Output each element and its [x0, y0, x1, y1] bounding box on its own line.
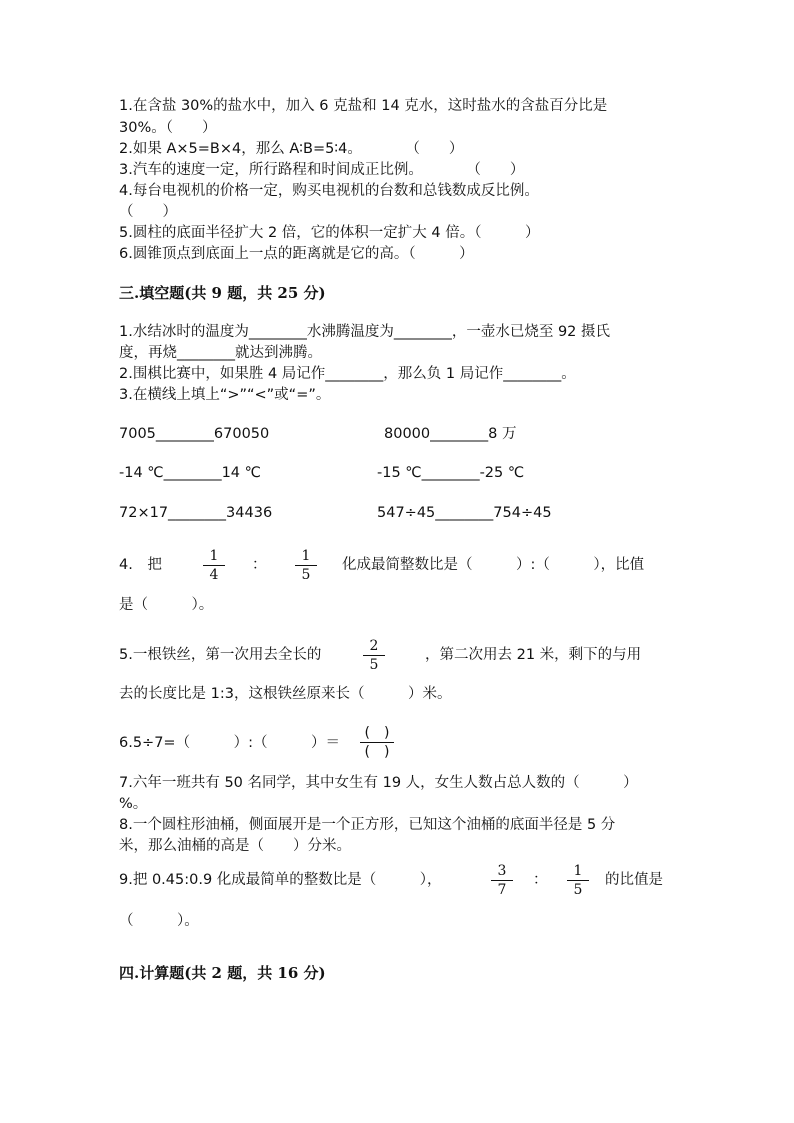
fraction-numerator: ( ): [360, 724, 394, 743]
fraction-denominator: 5: [301, 567, 311, 583]
judge-q1-line1: 1.在含盐 30%的盐水中，加入 6 克盐和 14 克水，这时盐水的含盐百分比是: [119, 98, 608, 114]
fill-q8-line2: 米，那么油桶的高是（ ）分米。: [119, 838, 351, 854]
fraction-denominator: 4: [209, 567, 219, 583]
fill-q5-fraction: [363, 637, 385, 674]
fill-q4-prefix: 4. 把: [119, 557, 162, 573]
fill-q7-line2: %。: [119, 796, 148, 812]
judge-q2: 2.如果 A×5=B×4，那么 A∶B=5∶4。 （ ）: [119, 141, 464, 157]
fraction-numerator: 3: [491, 862, 513, 881]
fill-q6: 6.5÷7=（ ）:（ ）＝: [119, 735, 340, 751]
fill-q3: 3.在横线上填上“>”“<”或“=”。: [119, 387, 331, 403]
fill-q8-line1: 8.一个圆柱形油桶，侧面展开是一个正方形，已知这个油桶的底面半径是 5 分: [119, 817, 616, 833]
fill-q1-line1: 1.水结冰时的温度为________水沸腾温度为________，一壶水已烧至 92 摄氏: [119, 324, 611, 340]
fill-q2: 2.围棋比赛中，如果胜 4 局记作________，那么负 1 局记作________。: [119, 366, 576, 382]
fill-q9-fraction-2: [567, 862, 589, 899]
judge-q4-line2: （ ）: [119, 204, 177, 220]
fill-q4-line2: 是（ ）。: [119, 597, 214, 613]
fraction-numerator: 1: [203, 547, 225, 566]
compare-4: -15 ℃________-25 ℃: [377, 465, 525, 481]
compare-3: -14 ℃________14 ℃: [119, 465, 261, 481]
fill-q9-suffix: 的比值是: [605, 872, 663, 888]
compare-6: 547÷45________754÷45: [377, 505, 552, 521]
judge-q6: 6.圆锥顶点到底面上一点的距离就是它的高。（ ）: [119, 246, 474, 262]
compare-1: 7005________670050: [119, 426, 270, 442]
fraction-numerator: 1: [567, 862, 589, 881]
compare-5: 72×17________34436: [119, 505, 273, 521]
judge-q3: 3.汽车的速度一定，所行路程和时间成正比例。 （ ）: [119, 162, 525, 178]
fraction-denominator: 5: [369, 657, 379, 673]
fill-q4-colon: ：: [252, 557, 267, 573]
fill-q7-line1: 7.六年一班共有 50 名同学，其中女生有 19 人，女生人数占总人数的（ ）: [119, 775, 638, 791]
judge-q4-line1: 4.每台电视机的价格一定，购买电视机的台数和总钱数成反比例。: [119, 183, 539, 199]
fill-q1-line2: 度，再烧________就达到沸腾。: [119, 345, 322, 361]
fraction-denominator: 7: [497, 882, 507, 898]
fill-q9-fraction-1: [491, 862, 513, 899]
judge-q1-line2: 30%。（ ）: [119, 120, 217, 136]
fill-q9-colon: ：: [533, 872, 548, 888]
fill-q9-line2: （ ）。: [119, 913, 199, 929]
fraction-numerator: 2: [363, 637, 385, 656]
fill-q4-suffix: 化成最简整数比是（ ）:（ ），比值: [342, 557, 645, 573]
fill-q4-fraction-2: [295, 547, 317, 584]
fill-q6-fraction-blank: [360, 724, 394, 761]
fill-q5-suffix: ，第二次用去 21 米，剩下的与用: [425, 647, 642, 663]
fraction-numerator: 1: [295, 547, 317, 566]
fraction-denominator: ( ): [364, 744, 390, 760]
fraction-denominator: 5: [573, 882, 583, 898]
judge-q5: 5.圆柱的底面半径扩大 2 倍，它的体积一定扩大 4 倍。（ ）: [119, 225, 540, 241]
fill-q9-prefix: 9.把 0.45:0.9 化成最简单的整数比是（ ），: [119, 872, 442, 888]
section4-title: 四.计算题(共 2 题，共 16 分): [119, 964, 326, 982]
section3-title: 三.填空题(共 9 题，共 25 分): [119, 284, 326, 302]
fill-q4-fraction-1: [203, 547, 225, 584]
fill-q5-prefix: 5.一根铁丝，第一次用去全长的: [119, 647, 322, 663]
compare-2: 80000________8 万: [384, 426, 517, 442]
fill-q5-line2: 去的长度比是 1:3，这根铁丝原来长（ ）米。: [119, 686, 452, 702]
